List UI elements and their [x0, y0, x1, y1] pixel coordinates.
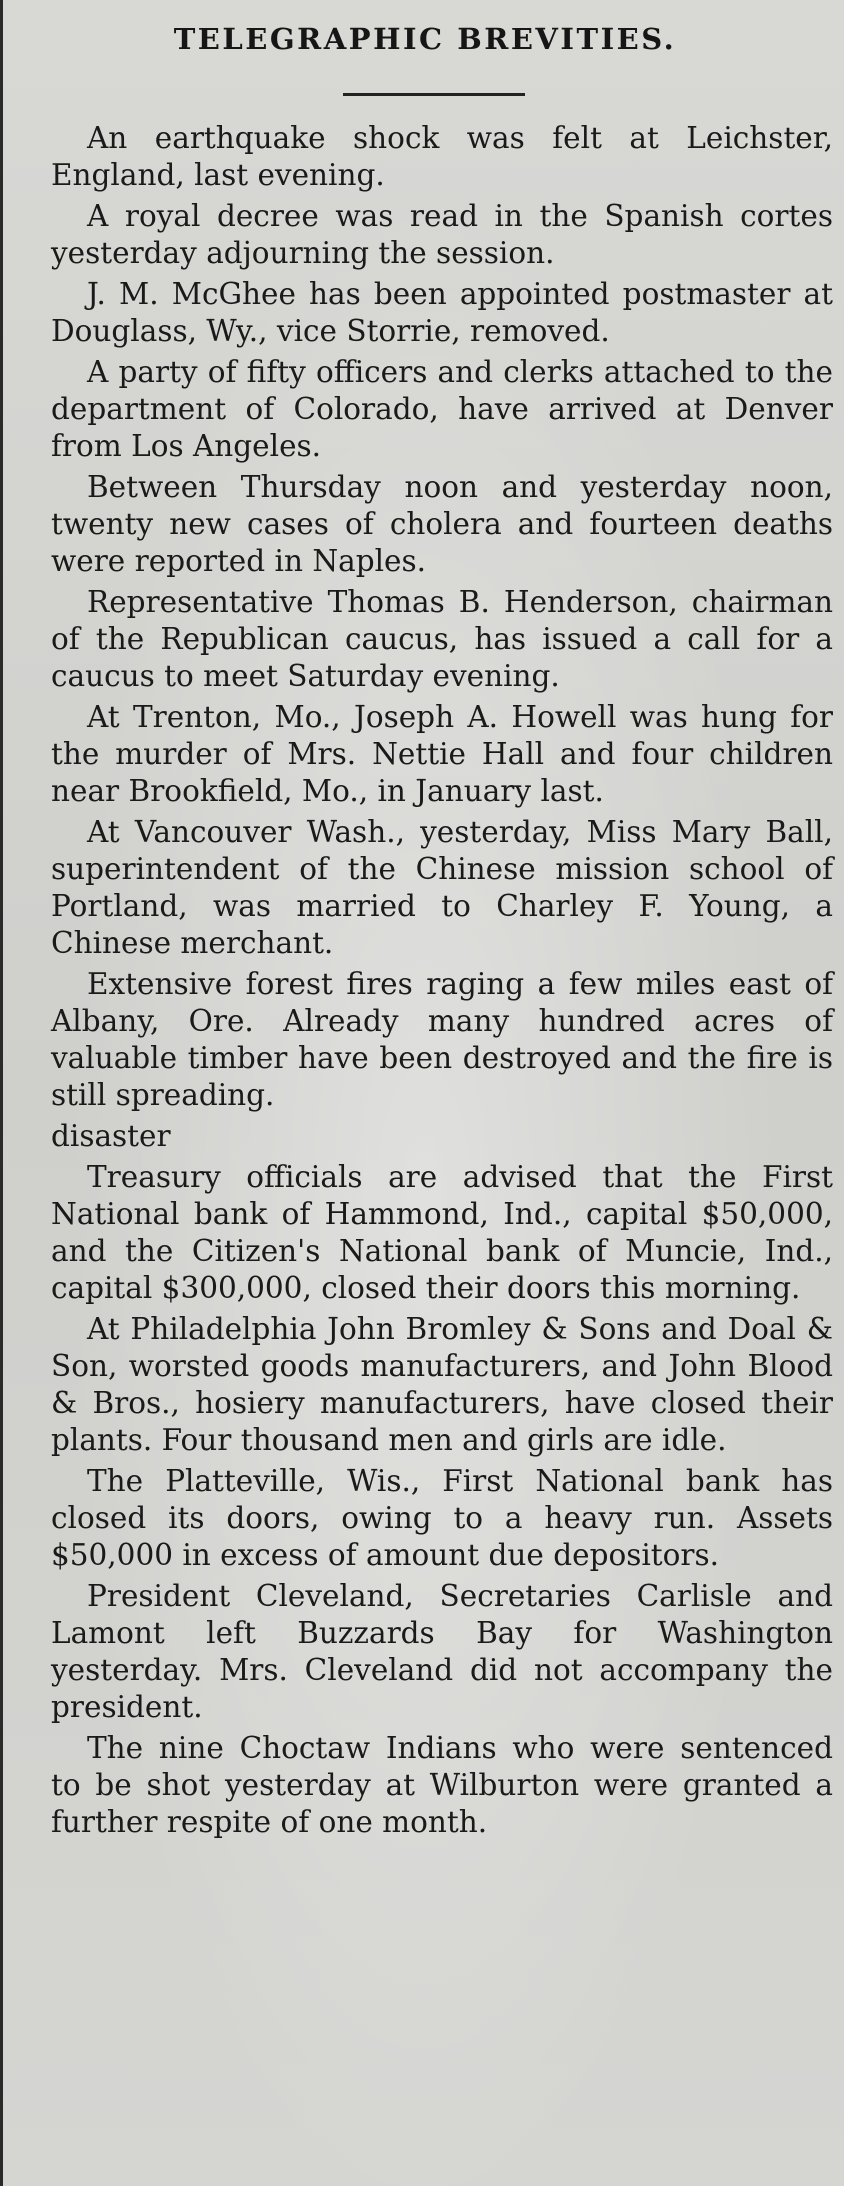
news-item: The Platteville, Wis., First National bank has closed its doors, owing to a heavy run. Assets $50,000 in excess of amount due depositors.: [51, 1464, 833, 1572]
news-item: At Philadelphia John Bromley & Sons and Doal & Son, worsted goods manufacturers, and John Blood & Bros., hosiery manufacturers, have closed their plants. Four thousand men and girls are idle.: [51, 1312, 833, 1457]
news-item: An earthquake shock was felt at Leichster, England, last evening.: [51, 121, 833, 192]
news-item: Between Thursday noon and yesterday noon, twenty new cases of cholera and fourteen deaths were reported in Naples.: [51, 470, 833, 578]
news-item: At Trenton, Mo., Joseph A. Howell was hung for the murder of Mrs. Nettie Hall and four children near Brookfield, Mo., in January last.: [51, 700, 833, 808]
news-item: Extensive forest fires raging a few miles east of Albany, Ore. Already many hundred acres of valuable timber have been destroyed and the fire is still spreading.: [51, 967, 833, 1112]
headline-rule: [343, 93, 525, 96]
news-item: President Cleveland, Secretaries Carlisle and Lamont left Buzzards Bay for Washington yesterday. Mrs. Cleveland did not accompany the president.: [51, 1579, 833, 1724]
news-item: A party of fifty officers and clerks attached to the department of Colorado, have arrived at Denver from Los Angeles.: [51, 355, 833, 463]
news-item: The nine Choctaw Indians who were sentenced to be shot yesterday at Wilburton were granted a further respite of one month.: [51, 1731, 833, 1839]
news-item: Representative Thomas B. Henderson, chairman of the Republican caucus, has issued a call for a caucus to meet Saturday evening.: [51, 585, 833, 693]
news-item: A royal decree was read in the Spanish cortes yesterday adjourning the session.: [51, 199, 833, 270]
stray-word: disaster: [51, 1119, 171, 1153]
headline: TELEGRAPHIC BREVITIES.: [173, 22, 677, 56]
news-item: Treasury officials are advised that the First National bank of Hammond, Ind., capital $50,000, and the Citizen's National bank of Muncie, Ind., capital $300,000, closed their doors this morning.: [51, 1160, 833, 1305]
news-item: At Vancouver Wash., yesterday, Miss Mary Ball, superintendent of the Chinese mission school of Portland, was married to Charley F. Young, a Chinese merchant.: [51, 815, 833, 960]
article-body: [51, 120, 833, 1845]
news-item: J. M. McGhee has been appointed postmaster at Douglass, Wy., vice Storrie, removed.: [51, 277, 833, 348]
